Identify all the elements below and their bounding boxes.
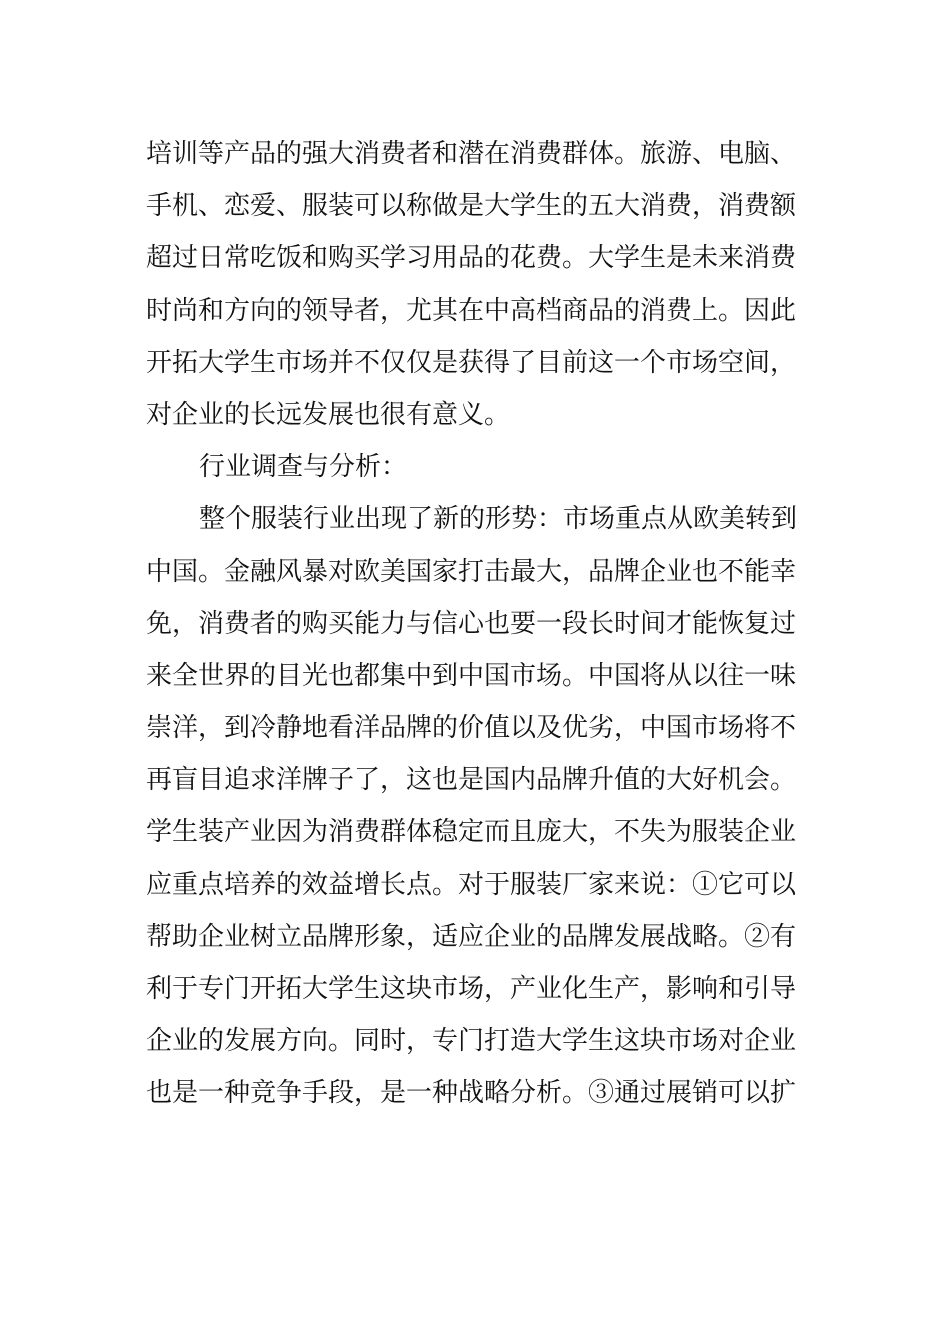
- text-line: 开拓大学生市场并不仅仅是获得了目前这一个市场空间，: [146, 347, 797, 378]
- text-line: 来全世界的目光也都集中到中国市场。中国将从以往一味: [146, 660, 797, 691]
- text-line: 崇洋，到冷静地看洋品牌的价值以及优劣，中国市场将不: [146, 713, 797, 744]
- text-line: 中国。金融风暴对欧美国家打击最大，品牌企业也不能幸: [146, 556, 797, 587]
- text-line: 免，消费者的购买能力与信心也要一段长时间才能恢复过: [146, 608, 797, 639]
- text-line: 对企业的长远发展也很有意义。: [146, 399, 511, 430]
- text-line: 手机、恋爱、服装可以称做是大学生的五大消费，消费额: [146, 191, 797, 222]
- text-line: 应重点培养的效益增长点。对于服装厂家来说：①它可以: [146, 869, 797, 900]
- text-line: 超过日常吃饭和购买学习用品的花费。大学生是未来消费: [146, 243, 797, 274]
- text-line: 企业的发展方向。同时，专门打造大学生这块市场对企业: [146, 1026, 797, 1057]
- text-line: 再盲目追求洋牌子了，这也是国内品牌升值的大好机会。: [146, 765, 797, 796]
- text-line: 培训等产品的强大消费者和潜在消费群体。旅游、电脑、: [146, 139, 797, 169]
- text-line: 时尚和方向的领导者，尤其在中高档商品的消费上。因此: [146, 295, 797, 326]
- text-line: 整个服装行业出现了新的形势：市场重点从欧美转到: [199, 504, 798, 535]
- text-line: 行业调查与分析：: [199, 452, 408, 483]
- text-line: 也是一种竞争手段，是一种战略分析。③通过展销可以扩: [146, 1078, 797, 1109]
- text-line: 学生装产业因为消费群体稳定而且庞大，不失为服装企业: [146, 817, 797, 848]
- text-line: 帮助企业树立品牌形象，适应企业的品牌发展战略。②有: [146, 921, 797, 952]
- body-text: [146, 128, 810, 1120]
- text-line: 利于专门开拓大学生这块市场，产业化生产，影响和引导: [146, 974, 797, 1004]
